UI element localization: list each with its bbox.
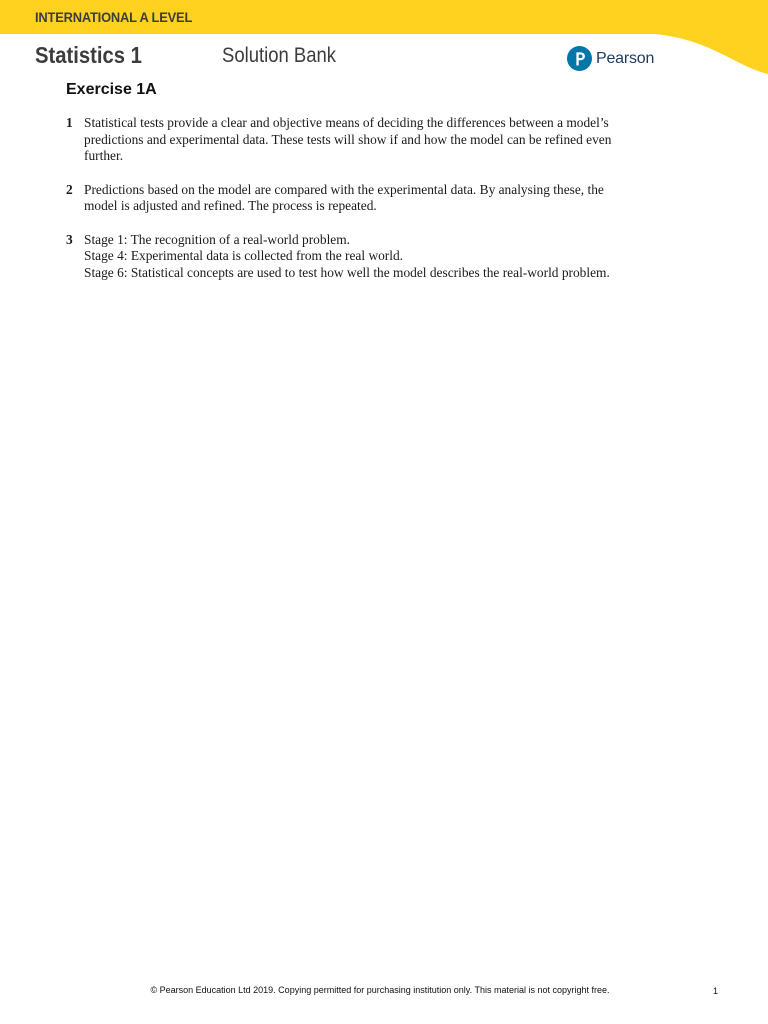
exercise-title: Exercise 1A (66, 81, 157, 98)
answer-line: Stage 1: The recognition of a real-world problem. (84, 231, 350, 247)
answer-text (84, 182, 706, 215)
answer-number: 1 (66, 115, 73, 130)
answer-number: 3 (66, 231, 73, 247)
pearson-logo-icon (567, 46, 592, 71)
answer-item (66, 182, 706, 215)
page-number: 1 (713, 986, 719, 996)
answer-text (84, 232, 706, 282)
answer-line: Stage 4: Experimental data is collected from the real world. (84, 248, 404, 263)
answer-text (84, 115, 706, 165)
series-label: INTERNATIONAL A LEVEL (35, 9, 193, 25)
copyright-notice: © Pearson Education Ltd 2019. Copying permitted for purchasing institution only. This material is not copyright free. (150, 985, 610, 995)
answer-item (66, 232, 706, 282)
answer-line: Predictions based on the model are compared with the experimental data. By analysing these, the (84, 181, 604, 197)
brand-name: Pearson (596, 49, 655, 67)
pearson-brand (567, 46, 654, 71)
book-title: Statistics 1 (35, 42, 142, 68)
answer-line: Stage 6: Statistical concepts are used to test how well the model describes the real-world problem. (84, 264, 610, 280)
answer-number: 2 (66, 181, 73, 197)
answer-line: Statistical tests provide a clear and objective means of deciding the differences between a model’s (84, 115, 609, 130)
book-subtitle: Solution Bank (222, 44, 337, 67)
answer-line: model is adjusted and refined. The process is repeated. (84, 198, 377, 213)
answer-line: predictions and experimental data. These tests will show if and how the model can be refined even (84, 131, 612, 147)
answer-item (66, 115, 706, 165)
answer-line: further. (84, 148, 124, 163)
answer-list (66, 115, 706, 298)
